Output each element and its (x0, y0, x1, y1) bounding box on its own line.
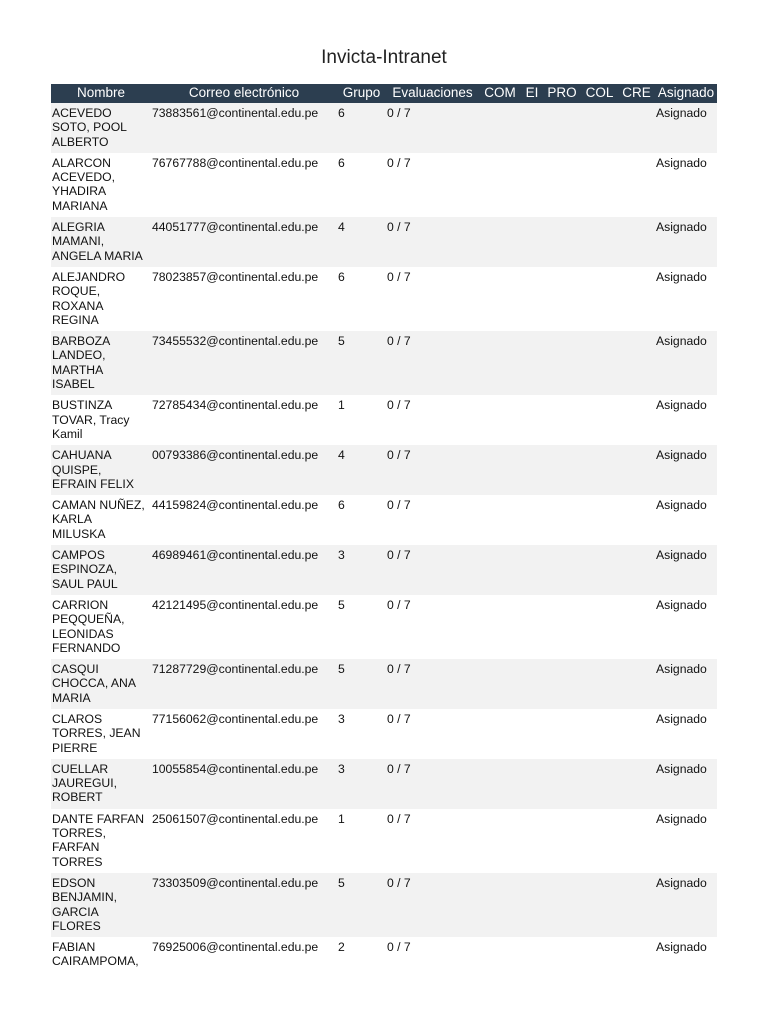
cell-ei (521, 395, 543, 445)
cell-asignado: Asignado (655, 937, 717, 973)
cell-correo: 25061507@continental.edu.pe (151, 809, 337, 873)
header-cre[interactable]: CRE (618, 84, 655, 103)
cell-cre (618, 445, 655, 495)
cell-pro (543, 103, 581, 153)
table-row[interactable] (51, 103, 717, 153)
table-row[interactable] (51, 445, 717, 495)
cell-cre (618, 395, 655, 445)
cell-nombre: CUELLAR JAUREGUI, ROBERT (51, 759, 151, 809)
cell-grupo: 6 (337, 153, 386, 217)
cell-col (581, 495, 618, 545)
cell-correo: 73883561@continental.edu.pe (151, 103, 337, 153)
cell-ei (521, 709, 543, 759)
cell-grupo: 5 (337, 873, 386, 937)
cell-col (581, 103, 618, 153)
cell-ei (521, 759, 543, 809)
cell-ei (521, 595, 543, 659)
cell-col (581, 217, 618, 267)
cell-ei (521, 809, 543, 873)
cell-pro (543, 937, 581, 973)
cell-com (479, 659, 521, 709)
cell-cre (618, 937, 655, 973)
cell-nombre: CLAROS TORRES, JEAN PIERRE (51, 709, 151, 759)
table-row[interactable] (51, 545, 717, 595)
cell-grupo: 3 (337, 545, 386, 595)
cell-evaluaciones: 0 / 7 (386, 545, 479, 595)
cell-com (479, 709, 521, 759)
cell-cre (618, 809, 655, 873)
cell-correo: 71287729@continental.edu.pe (151, 659, 337, 709)
cell-correo: 44051777@continental.edu.pe (151, 217, 337, 267)
cell-nombre: ALEJANDRO ROQUE, ROXANA REGINA (51, 267, 151, 331)
cell-pro (543, 595, 581, 659)
cell-col (581, 709, 618, 759)
cell-col (581, 153, 618, 217)
cell-ei (521, 937, 543, 973)
cell-cre (618, 659, 655, 709)
cell-evaluaciones: 0 / 7 (386, 395, 479, 445)
cell-nombre: CAMPOS ESPINOZA, SAUL PAUL (51, 545, 151, 595)
cell-correo: 10055854@continental.edu.pe (151, 759, 337, 809)
cell-evaluaciones: 0 / 7 (386, 759, 479, 809)
cell-ei (521, 445, 543, 495)
cell-correo: 00793386@continental.edu.pe (151, 445, 337, 495)
cell-ei (521, 659, 543, 709)
header-asignado[interactable]: Asignado (655, 84, 717, 103)
header-nombre[interactable]: Nombre (51, 84, 151, 103)
cell-asignado: Asignado (655, 153, 717, 217)
cell-evaluaciones: 0 / 7 (386, 267, 479, 331)
table-row[interactable] (51, 495, 717, 545)
cell-evaluaciones: 0 / 7 (386, 331, 479, 395)
cell-col (581, 595, 618, 659)
cell-evaluaciones: 0 / 7 (386, 217, 479, 267)
cell-asignado: Asignado (655, 495, 717, 545)
cell-evaluaciones: 0 / 7 (386, 445, 479, 495)
cell-com (479, 445, 521, 495)
cell-evaluaciones: 0 / 7 (386, 153, 479, 217)
cell-cre (618, 267, 655, 331)
cell-ei (521, 217, 543, 267)
cell-nombre: BARBOZA LANDEO, MARTHA ISABEL (51, 331, 151, 395)
cell-pro (543, 445, 581, 495)
cell-asignado: Asignado (655, 709, 717, 759)
cell-cre (618, 495, 655, 545)
cell-grupo: 6 (337, 103, 386, 153)
cell-grupo: 3 (337, 759, 386, 809)
cell-pro (543, 809, 581, 873)
cell-nombre: CAMAN NUÑEZ, KARLA MILUSKA (51, 495, 151, 545)
cell-col (581, 873, 618, 937)
cell-grupo: 2 (337, 937, 386, 973)
cell-nombre: CAHUANA QUISPE, EFRAIN FELIX (51, 445, 151, 495)
cell-grupo: 6 (337, 267, 386, 331)
cell-evaluaciones: 0 / 7 (386, 709, 479, 759)
cell-nombre: BUSTINZA TOVAR, Tracy Kamil (51, 395, 151, 445)
header-correo[interactable]: Correo electrónico (151, 84, 337, 103)
cell-asignado: Asignado (655, 445, 717, 495)
cell-col (581, 395, 618, 445)
cell-col (581, 809, 618, 873)
cell-asignado: Asignado (655, 595, 717, 659)
table-row[interactable] (51, 659, 717, 709)
cell-ei (521, 103, 543, 153)
table-row[interactable] (51, 709, 717, 759)
cell-grupo: 5 (337, 595, 386, 659)
cell-correo: 76767788@continental.edu.pe (151, 153, 337, 217)
cell-correo: 73455532@continental.edu.pe (151, 331, 337, 395)
cell-pro (543, 331, 581, 395)
cell-asignado: Asignado (655, 545, 717, 595)
cell-com (479, 217, 521, 267)
cell-correo: 76925006@continental.edu.pe (151, 937, 337, 973)
cell-pro (543, 545, 581, 595)
page-title: Invicta-Intranet (321, 47, 447, 68)
table-header-row (51, 84, 717, 103)
cell-evaluaciones: 0 / 7 (386, 809, 479, 873)
cell-pro (543, 495, 581, 545)
cell-nombre: ALEGRIA MAMANI, ANGELA MARIA (51, 217, 151, 267)
cell-ei (521, 545, 543, 595)
table-row[interactable] (51, 759, 717, 809)
cell-com (479, 267, 521, 331)
table-row[interactable] (51, 595, 717, 659)
cell-com (479, 103, 521, 153)
cell-com (479, 153, 521, 217)
cell-grupo: 5 (337, 331, 386, 395)
cell-evaluaciones: 0 / 7 (386, 937, 479, 973)
cell-evaluaciones: 0 / 7 (386, 595, 479, 659)
cell-asignado: Asignado (655, 759, 717, 809)
cell-cre (618, 759, 655, 809)
cell-cre (618, 595, 655, 659)
cell-pro (543, 873, 581, 937)
header-evaluaciones[interactable]: Evaluaciones (386, 84, 479, 103)
cell-pro (543, 217, 581, 267)
cell-grupo: 3 (337, 709, 386, 759)
table-row[interactable] (51, 331, 717, 395)
cell-evaluaciones: 0 / 7 (386, 659, 479, 709)
cell-nombre: EDSON BENJAMIN, GARCIA FLORES (51, 873, 151, 937)
cell-correo: 73303509@continental.edu.pe (151, 873, 337, 937)
cell-correo: 77156062@continental.edu.pe (151, 709, 337, 759)
cell-com (479, 937, 521, 973)
table-row[interactable] (51, 937, 717, 973)
cell-evaluaciones: 0 / 7 (386, 873, 479, 937)
cell-nombre: ALARCON ACEVEDO, YHADIRA MARIANA (51, 153, 151, 217)
cell-com (479, 809, 521, 873)
cell-com (479, 873, 521, 937)
cell-asignado: Asignado (655, 659, 717, 709)
cell-col (581, 759, 618, 809)
cell-asignado: Asignado (655, 217, 717, 267)
table-row[interactable] (51, 873, 717, 937)
cell-asignado: Asignado (655, 873, 717, 937)
cell-cre (618, 217, 655, 267)
cell-pro (543, 659, 581, 709)
table-row[interactable] (51, 217, 717, 267)
cell-nombre: CASQUI CHOCCA, ANA MARIA (51, 659, 151, 709)
cell-ei (521, 267, 543, 331)
cell-com (479, 495, 521, 545)
cell-grupo: 1 (337, 809, 386, 873)
header-col[interactable]: COL (581, 84, 618, 103)
cell-col (581, 937, 618, 973)
cell-ei (521, 495, 543, 545)
cell-cre (618, 331, 655, 395)
table-row[interactable] (51, 153, 717, 217)
cell-com (479, 395, 521, 445)
cell-grupo: 1 (337, 395, 386, 445)
cell-com (479, 545, 521, 595)
cell-col (581, 659, 618, 709)
cell-correo: 72785434@continental.edu.pe (151, 395, 337, 445)
cell-col (581, 545, 618, 595)
header-grupo[interactable]: Grupo (337, 84, 386, 103)
cell-correo: 42121495@continental.edu.pe (151, 595, 337, 659)
cell-col (581, 331, 618, 395)
cell-pro (543, 267, 581, 331)
cell-asignado: Asignado (655, 267, 717, 331)
cell-cre (618, 153, 655, 217)
cell-pro (543, 759, 581, 809)
cell-col (581, 267, 618, 331)
table-body (51, 103, 717, 973)
cell-grupo: 5 (337, 659, 386, 709)
cell-asignado: Asignado (655, 331, 717, 395)
cell-nombre: CARRION PEQQUEÑA, LEONIDAS FERNANDO (51, 595, 151, 659)
cell-evaluaciones: 0 / 7 (386, 103, 479, 153)
cell-cre (618, 103, 655, 153)
cell-grupo: 6 (337, 495, 386, 545)
cell-pro (543, 395, 581, 445)
cell-cre (618, 545, 655, 595)
cell-nombre: FABIAN CAIRAMPOMA, (51, 937, 151, 973)
header-ei[interactable]: EI (521, 84, 543, 103)
header-com[interactable]: COM (479, 84, 521, 103)
cell-com (479, 595, 521, 659)
cell-cre (618, 709, 655, 759)
table-row[interactable] (51, 809, 717, 873)
cell-asignado: Asignado (655, 395, 717, 445)
cell-correo: 78023857@continental.edu.pe (151, 267, 337, 331)
cell-ei (521, 153, 543, 217)
header-pro[interactable]: PRO (543, 84, 581, 103)
cell-correo: 44159824@continental.edu.pe (151, 495, 337, 545)
cell-pro (543, 153, 581, 217)
table-row[interactable] (51, 395, 717, 445)
table-row[interactable] (51, 267, 717, 331)
students-table (51, 84, 717, 973)
cell-ei (521, 873, 543, 937)
cell-col (581, 445, 618, 495)
cell-correo: 46989461@continental.edu.pe (151, 545, 337, 595)
cell-cre (618, 873, 655, 937)
cell-pro (543, 709, 581, 759)
cell-com (479, 759, 521, 809)
cell-evaluaciones: 0 / 7 (386, 495, 479, 545)
cell-asignado: Asignado (655, 103, 717, 153)
cell-nombre: DANTE FARFAN TORRES, FARFAN TORRES (51, 809, 151, 873)
cell-asignado: Asignado (655, 809, 717, 873)
cell-nombre: ACEVEDO SOTO, POOL ALBERTO (51, 103, 151, 153)
cell-grupo: 4 (337, 445, 386, 495)
cell-grupo: 4 (337, 217, 386, 267)
cell-ei (521, 331, 543, 395)
cell-com (479, 331, 521, 395)
